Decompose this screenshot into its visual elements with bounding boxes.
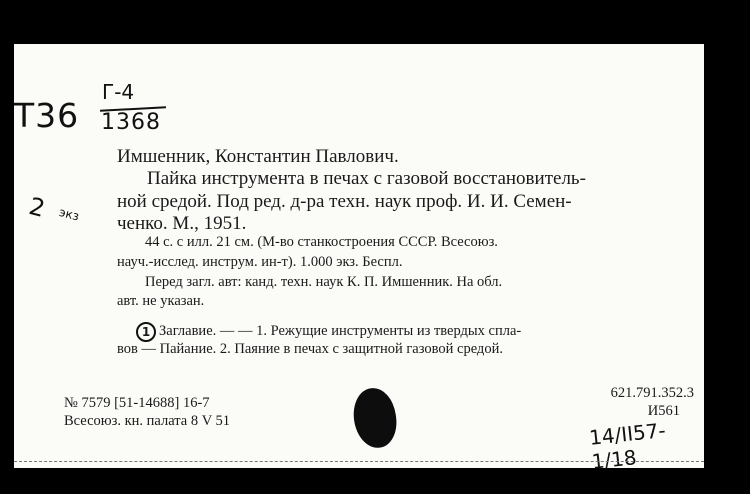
author-mark: И561	[647, 403, 680, 419]
description-line: Перед загл. авт: канд. техн. наук К. П. Имшенник. На обл.	[145, 274, 503, 290]
description-line: авт. не указан.	[117, 293, 205, 309]
title-line: ной средой. Под ред. д-ра техн. наук проф. И. И. Семен-	[117, 191, 572, 212]
description-line: науч.-исслед. инструм. ин-т). 1.000 экз. Беспл.	[117, 254, 403, 270]
subject-line	[136, 322, 521, 342]
card-bottom-edge	[14, 461, 704, 462]
footer-line: № 7579 [51-14688] 16-7	[64, 395, 210, 411]
inventory-note: 14/ІІ57-1/18	[588, 417, 667, 474]
shelf-mark-main: Т36	[14, 96, 80, 135]
classification-code: 621.791.352.3	[610, 385, 694, 401]
copies-note: 2	[26, 192, 48, 223]
shelf-mark-bottom: 1368	[101, 110, 161, 135]
catalog-card	[14, 44, 704, 474]
copies-note-suffix: экз	[57, 205, 81, 224]
title-line: ченко. М., 1951.	[117, 213, 247, 234]
ink-blot	[350, 385, 400, 450]
shelf-mark-top: Г-4	[102, 80, 135, 104]
title-line: Пайка инструмента в печах с газовой восстановитель-	[147, 168, 586, 189]
subject-marker-circle: 1	[136, 322, 156, 342]
subject-line: вов — Пайание. 2. Паяние в печах с защитной газовой средой.	[117, 341, 503, 357]
subject-text: Заглавие. — — 1. Режущие инструменты из твердых спла-	[159, 323, 522, 339]
description-line: 44 с. с илл. 21 см. (М-во станкостроения СССР. Всесоюз.	[145, 234, 498, 250]
footer-line: Всесоюз. кн. палата 8 V 51	[64, 413, 231, 429]
author-heading: Имшенник, Константин Павлович.	[117, 146, 399, 167]
